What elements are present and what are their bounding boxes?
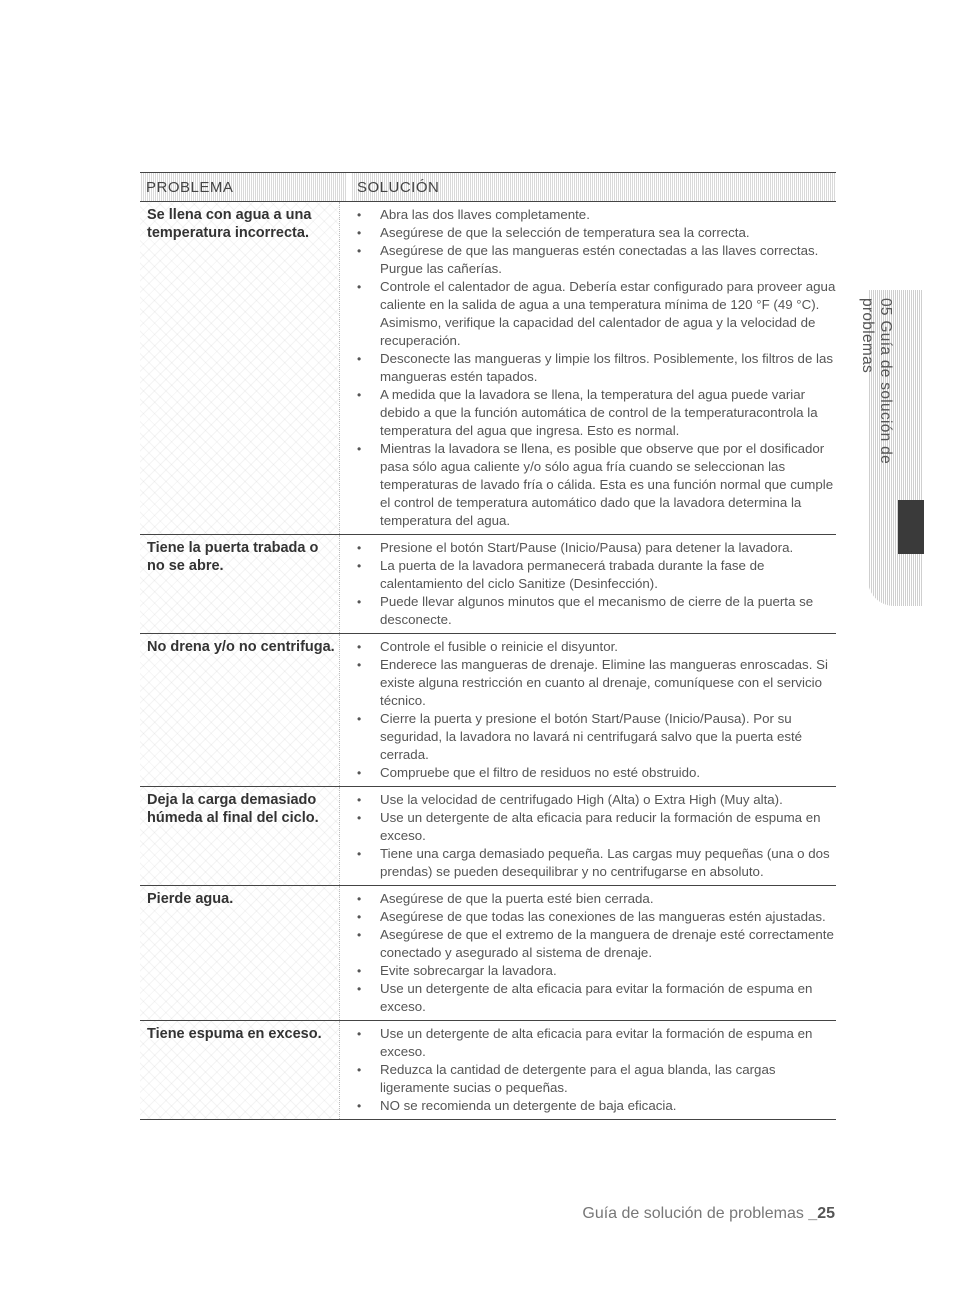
solution-item [348, 350, 836, 386]
solution-item [348, 656, 836, 710]
section-side-label: 05 Guía de solución de problemas [859, 298, 894, 465]
bullet-icon: • [357, 793, 362, 807]
solution-item [348, 440, 836, 530]
solution-list [348, 890, 836, 1016]
solution-text: Asegúrese de que la selección de temperatura sea la correcta. [380, 225, 750, 240]
header-solucion: SOLUCIÓN [351, 173, 836, 201]
table-row [140, 634, 836, 787]
solution-text: Puede llevar algunos minutos que el mecanismo de cierre de la puerta se desconecte. [380, 594, 814, 627]
footer-title: Guía de solución de problemas [582, 1205, 804, 1222]
bullet-icon: • [357, 208, 362, 222]
problem-cell: Pierde agua. [140, 886, 340, 1020]
solution-list [348, 638, 836, 782]
solution-item [348, 845, 836, 881]
solution-cell [348, 535, 836, 633]
solution-text: Evite sobrecargar la lavadora. [380, 963, 557, 978]
solution-list [348, 1025, 836, 1115]
solution-text: Reduzca la cantidad de detergente para el agua blanda, las cargas ligeramente sucias o pequeñas. [380, 1062, 776, 1095]
solution-item [348, 638, 836, 656]
table-row [140, 1021, 836, 1120]
solution-item [348, 926, 836, 962]
solution-text: Asegúrese de que la puerta esté bien cerrada. [380, 891, 654, 906]
bullet-icon: • [357, 982, 362, 996]
solution-item [348, 791, 836, 809]
solution-text: La puerta de la lavadora permanecerá trabada durante la fase de calentamiento del ciclo Sanitize (Desinfección). [380, 558, 765, 591]
solution-item [348, 962, 836, 980]
table-row [140, 535, 836, 634]
bullet-icon: • [357, 595, 362, 609]
solution-item [348, 242, 836, 278]
header-problema: PROBLEMA [140, 173, 347, 201]
bullet-icon: • [357, 847, 362, 861]
solution-text: Mientras la lavadora se llena, es posible que observe que por el dosificador pasa sólo agua caliente y/o sólo agua fría cuando se seleccionan las temperaturas de lavado fría o cálida. Esta es una función normal que cumple el control de temperatura automático dado que la lavadora determina la temperatura del agua. [380, 441, 834, 528]
solution-item [348, 980, 836, 1016]
solution-text: Compruebe que el filtro de residuos no esté obstruido. [380, 765, 701, 780]
page-footer [582, 1205, 835, 1223]
solution-text: Desconecte las mangueras y limpie los filtros. Posiblemente, los filtros de las mangueras estén tapados. [380, 351, 834, 384]
bullet-icon: • [357, 712, 362, 726]
bullet-icon: • [357, 541, 362, 555]
solution-text: Cierre la puerta y presione el botón Start/Pause (Inicio/Pausa). Por su seguridad, la lavadora no lavará ni centrifugará salvo que la puerta esté cerrada. [380, 711, 803, 762]
solution-text: Asegúrese de que todas las conexiones de las mangueras estén ajustadas. [380, 909, 826, 924]
solution-text: Use un detergente de alta eficacia para reducir la formación de espuma en exceso. [380, 810, 821, 843]
solution-item [348, 710, 836, 764]
bullet-icon: • [357, 928, 362, 942]
problem-cell: Deja la carga demasiado húmeda al final del ciclo. [140, 787, 340, 885]
bullet-icon: • [357, 352, 362, 366]
page-number: _25 [808, 1205, 835, 1222]
solution-item [348, 539, 836, 557]
solution-list [348, 791, 836, 881]
solution-cell [348, 634, 836, 786]
bullet-icon: • [357, 388, 362, 402]
problem-cell: Tiene la puerta trabada o no se abre. [140, 535, 340, 633]
solution-item [348, 1025, 836, 1061]
bullet-icon: • [357, 280, 362, 294]
solution-text: Abra las dos llaves completamente. [380, 207, 590, 222]
solution-item [348, 908, 836, 926]
solution-cell [348, 202, 836, 534]
problem-cell: No drena y/o no centrifuga. [140, 634, 340, 786]
solution-text: Controle el fusible o reinicie el disyuntor. [380, 639, 618, 654]
bullet-icon: • [357, 892, 362, 906]
bullet-icon: • [357, 964, 362, 978]
solution-item [348, 206, 836, 224]
solution-text: Controle el calentador de agua. Debería estar configurado para proveer agua caliente en la salida de agua a una temperatura mínima de 120 °F (49 °C). Asimismo, verifique la capacidad del calentador de agua y la velocidad de recuperación. [380, 279, 836, 348]
solution-text: NO se recomienda un detergente de baja eficacia. [380, 1098, 677, 1113]
solution-text: Tiene una carga demasiado pequeña. Las cargas muy pequeñas (una o dos prendas) se pueden desequilibrar y no centrifugarse en absoluto. [380, 846, 830, 879]
bullet-icon: • [357, 559, 362, 573]
solution-text: Enderece las mangueras de drenaje. Elimine las mangueras enroscadas. Si existe alguna restricción en cuanto al drenaje, comuníquese con el servicio técnico. [380, 657, 828, 708]
solution-text: Asegúrese de que el extremo de la manguera de drenaje esté correctamente conectado y asegurado al sistema de drenaje. [380, 927, 834, 960]
solution-text: Use la velocidad de centrifugado High (Alta) o Extra High (Muy alta). [380, 792, 783, 807]
table-header [140, 172, 836, 202]
solution-item [348, 1097, 836, 1115]
solution-text: Use un detergente de alta eficacia para evitar la formación de espuma en exceso. [380, 981, 813, 1014]
solution-list [348, 206, 836, 530]
solution-text: Purgue las cañerías. [380, 261, 502, 276]
solution-cell [348, 886, 836, 1020]
solution-item [348, 593, 836, 629]
solution-item [348, 224, 836, 242]
solution-item [348, 557, 836, 593]
bullet-icon: • [357, 226, 362, 240]
solution-item [348, 764, 836, 782]
table-row [140, 886, 836, 1021]
solution-text: A medida que la lavadora se llena, la temperatura del agua puede variar debido a que la función automática de control de la temperaturacontrola la temperatura del agua que ingresa. Esto es normal. [380, 387, 818, 438]
solution-list [348, 539, 836, 629]
solution-cell [348, 1021, 836, 1119]
solution-text: Use un detergente de alta eficacia para evitar la formación de espuma en exceso. [380, 1026, 813, 1059]
bullet-icon: • [357, 1063, 362, 1077]
solution-item [348, 809, 836, 845]
solution-item [348, 1061, 836, 1097]
bullet-icon: • [357, 1099, 362, 1113]
solution-cell [348, 787, 836, 885]
solution-item [348, 278, 836, 350]
problem-cell: Tiene espuma en exceso. [140, 1021, 340, 1119]
bullet-icon: • [357, 244, 362, 258]
solution-item [348, 890, 836, 908]
troubleshooting-table [140, 172, 836, 1120]
bullet-icon: • [357, 910, 362, 924]
solution-text: Asegúrese de que las mangueras estén conectadas a las llaves correctas. [380, 243, 819, 258]
section-marker-block [898, 500, 924, 554]
table-row [140, 787, 836, 886]
solution-item [348, 386, 836, 440]
bullet-icon: • [357, 811, 362, 825]
table-body [140, 202, 836, 1120]
table-row [140, 202, 836, 535]
bullet-icon: • [357, 1027, 362, 1041]
problem-cell: Se llena con agua a una temperatura incorrecta. [140, 202, 340, 534]
bullet-icon: • [357, 442, 362, 456]
bullet-icon: • [357, 658, 362, 672]
solution-text: Presione el botón Start/Pause (Inicio/Pausa) para detener la lavadora. [380, 540, 794, 555]
bullet-icon: • [357, 766, 362, 780]
bullet-icon: • [357, 640, 362, 654]
